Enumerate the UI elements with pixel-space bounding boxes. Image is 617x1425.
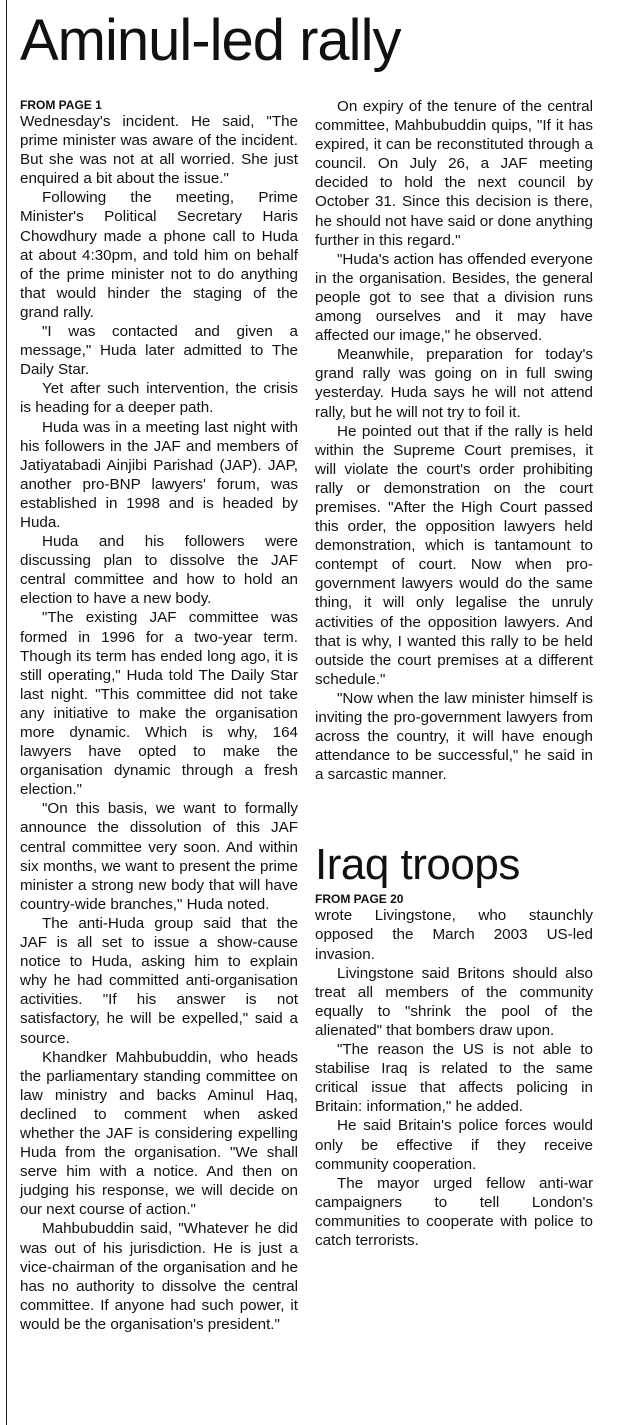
paragraph: Yet after such intervention, the crisis is heading for a deeper path. bbox=[20, 380, 298, 417]
paragraph: "The existing JAF committee was formed in 1996 for a two-year term. Though its term has ended long ago, it is still operating," Huda told The Daily Star last night. "This committee did not take any initiative to make the organisation more dynamic. Which is why, 164 lawyers have opted to make the organisation dynamic through a fresh election." bbox=[20, 609, 298, 799]
jump-kicker: FROM PAGE 20 bbox=[315, 892, 404, 907]
paragraph: Wednesday's incident. He said, "The prime minister was aware of the incident. But she was not at all worried. She just enquired a bit about the issue." bbox=[20, 113, 298, 188]
story-column-right bbox=[315, 97, 593, 1250]
paragraph: Khandker Mahbubuddin, who heads the parliamentary standing committee on law ministry and backs Aminul Haq, declined to comment when asked whether the JAF is considering expelling Huda from the organisation. "We shall serve him with a notice. And then on judging his response, we will decide on our next course of action." bbox=[20, 1048, 298, 1219]
paragraph: Livingstone said Britons should also treat all members of the community equally to "shrink the pool of the alienated" that bombers draw upon. bbox=[315, 964, 593, 1039]
column-rule bbox=[6, 0, 7, 1425]
paragraph: wrote Livingstone, who staunchly opposed the March 2003 US-led invasion. bbox=[315, 907, 593, 963]
paragraph: The anti-Huda group said that the JAF is all set to issue a show-cause notice to Huda, asking him to explain why he had committed anti-organisation activities. "If his answer is not satisfactory, he will be expelled," said a source. bbox=[20, 914, 298, 1047]
paragraph: He pointed out that if the rally is held within the Supreme Court premises, it will violate the court's order prohibiting rally or demonstration on the court premises. "After the High Court passed this order, the opposition lawyers held demonstration, which is tantamount to contempt of court. Now when pro-government lawyers would do the same thing, it will only legalise the unruly activities of the opposition lawyers. And that is why, I wanted this rally to be held outside the court premises at a different schedule." bbox=[315, 422, 593, 688]
paragraph: "Now when the law minister himself is inviting the pro-government lawyers from across the country, it will have enough attendance to be successful," he said in a sarcastic manner. bbox=[315, 689, 593, 784]
paragraph: The mayor urged fellow anti-war campaigners to tell London's communities to cooperate with police to catch terrorists. bbox=[315, 1174, 593, 1249]
story-headline: Aminul-led rally bbox=[20, 8, 401, 73]
paragraph: On expiry of the tenure of the central committee, Mahbubuddin quips, "If it has expired, it can be reconstituted through a council. On July 26, a JAF meeting decided to hold the next council by October 31. Since this decision is there, he should not have said or done anything further in this regard." bbox=[315, 98, 593, 249]
paragraph: He said Britain's police forces would only be effective if they receive community cooperation. bbox=[315, 1117, 593, 1173]
second-story-headline: Iraq troops bbox=[315, 840, 520, 890]
paragraph: "I was contacted and given a message," Huda later admitted to The Daily Star. bbox=[20, 323, 298, 379]
story-column-left bbox=[20, 98, 298, 1334]
paragraph: "The reason the US is not able to stabilise Iraq is related to the same critical issue that affects policing in Britain: information," he added. bbox=[315, 1041, 593, 1116]
paragraph: Huda was in a meeting last night with his followers in the JAF and members of Jatiyatabadi Ainjibi Parishad (JAP). JAP, another pro-BNP lawyers' forum, was established in 1998 and is headed by Huda. bbox=[20, 418, 298, 531]
paragraph: Huda and his followers were discussing plan to dissolve the JAF central committee and how to hold an election to have a new body. bbox=[20, 533, 298, 608]
paragraph: Following the meeting, Prime Minister's Political Secretary Haris Chowdhury made a phone call to Huda at about 4:30pm, and told him on behalf of the prime minister not to do anything that would hinder the staging of the grand rally. bbox=[20, 189, 298, 321]
paragraph: "On this basis, we want to formally announce the dissolution of this JAF central committee very soon. And within six months, we want to present the prime minister a strong new body that will have country-wide branches," Huda noted. bbox=[20, 800, 298, 913]
paragraph: Meanwhile, preparation for today's grand rally was going on in full swing yesterday. Huda says he will not attend rally, but he will not try to foil it. bbox=[315, 346, 593, 421]
paragraph: "Huda's action has offended everyone in the organisation. Besides, the general people got to see that a division runs among ourselves and it may have affected our image," he observed. bbox=[315, 250, 593, 345]
jump-kicker: FROM PAGE 1 bbox=[20, 98, 102, 112]
paragraph: Mahbubuddin said, "Whatever he did was out of his jurisdiction. He is just a vice-chairman of the organisation and he has no authority to dissolve the central committee. If anyone had such power, it would be the organisation's president." bbox=[20, 1220, 298, 1333]
